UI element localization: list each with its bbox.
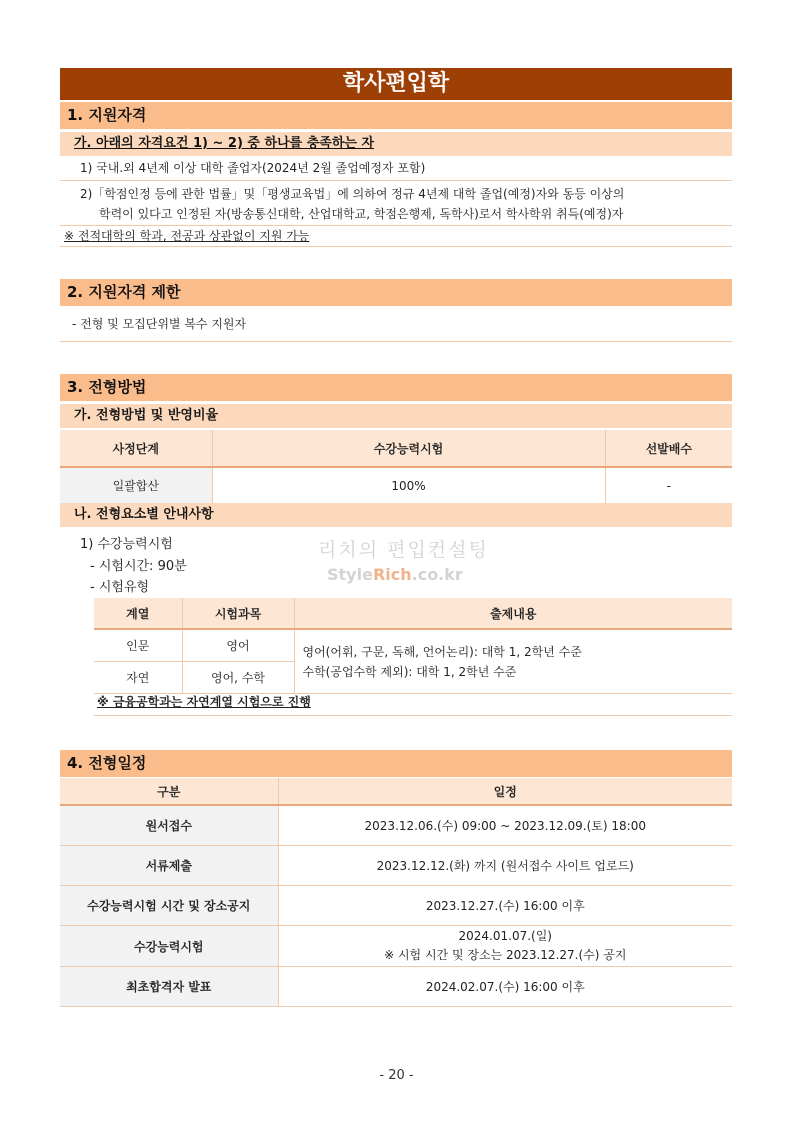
table-header: 시험과목 [182, 598, 294, 629]
section-3-subheading-a: 가. 전형방법 및 반영비율 [60, 404, 732, 428]
section-2-heading: 2. 지원자격 제한 [60, 279, 732, 306]
selection-method-table [60, 430, 732, 504]
table-row [60, 467, 732, 504]
exam-content-math: 수학(공업수학 제외): 대학 1, 2학년 수준 [302, 664, 517, 679]
divider [60, 341, 732, 342]
exam-type-table [94, 598, 732, 694]
schedule-value: 2023.12.12.(화) 까지 (원서접수 사이트 업로드) [278, 846, 732, 886]
table-header: 선발배수 [605, 430, 732, 467]
table-header: 수강능력시험 [212, 430, 605, 467]
watermark-url: StyleRich.co.kr [327, 565, 463, 584]
schedule-label: 최초합격자 발표 [60, 967, 278, 1007]
table-header: 일정 [278, 778, 732, 805]
section-4-heading: 4. 전형일정 [60, 750, 732, 777]
table-cell: 100% [212, 467, 605, 504]
watermark-text: 리치의 편입컨설팅 [318, 539, 489, 561]
table-cell: 일괄합산 [60, 467, 212, 504]
page-title: 학사편입학 [60, 68, 732, 100]
table-header: 사정단계 [60, 430, 212, 467]
table-header: 구분 [60, 778, 278, 805]
table-cell: 영어, 수학 [182, 662, 294, 694]
divider [60, 246, 732, 247]
table-cell: - [605, 467, 732, 504]
schedule-value: 2023.12.27.(수) 16:00 이후 [278, 886, 732, 926]
schedule-value: 2023.12.06.(수) 09:00 ~ 2023.12.09.(토) 18:00 [278, 805, 732, 846]
table-row [60, 926, 732, 967]
schedule-label: 원서접수 [60, 805, 278, 846]
schedule-value: 2024.02.07.(수) 16:00 이후 [278, 967, 732, 1007]
restriction-item: - 전형 및 모집단위별 복수 지원자 [72, 317, 247, 331]
table-row [60, 886, 732, 926]
schedule-label: 서류제출 [60, 846, 278, 886]
table-cell: 영어 [182, 629, 294, 662]
exam-time: - 시험시간: 90분 [90, 559, 187, 574]
divider [94, 715, 732, 716]
schedule-label: 수강능력시험 시간 및 장소공지 [60, 886, 278, 926]
exam-note: ※ 금융공학과는 자연계열 시험으로 진행 [97, 695, 311, 709]
section-3-subheading-b: 나. 전형요소별 안내사항 [60, 503, 732, 527]
exam-content-cell [294, 629, 732, 694]
table-cell: 자연 [94, 662, 182, 694]
table-row [60, 967, 732, 1007]
table-header: 계열 [94, 598, 182, 629]
divider [60, 225, 732, 226]
qualification-item-2-line1: 2)「학점인정 등에 관한 법률」및「평생교육법」에 의하여 정규 4년제 대학 졸업(예정)자와 동등 이상의 [80, 187, 625, 201]
qualification-note: ※ 전적대학의 학과, 전공과 상관없이 지원 가능 [64, 229, 310, 243]
table-cell: 인문 [94, 629, 182, 662]
schedule-table [60, 778, 732, 1007]
section-1-subheading-text: 가. 아래의 자격요건 1) ~ 2) 중 하나를 충족하는 자 [74, 136, 375, 151]
table-row [60, 846, 732, 886]
schedule-value [278, 926, 732, 967]
table-header: 출제내용 [294, 598, 732, 629]
qualification-item-1: 1) 국내.외 4년제 이상 대학 졸업자(2024년 2월 졸업예정자 포함) [80, 161, 426, 175]
section-1-subheading [60, 132, 732, 156]
exam-item-1: 1) 수강능력시험 [80, 537, 173, 552]
page-number: - 20 - [379, 1068, 414, 1083]
divider [60, 180, 732, 181]
exam-type: - 시험유형 [90, 580, 150, 595]
table-row [60, 805, 732, 846]
section-1-heading: 1. 지원자격 [60, 102, 732, 129]
schedule-value-note: ※ 시험 시간 및 장소는 2023.12.27.(수) 공지 [384, 948, 627, 962]
schedule-value-date: 2024.01.07.(일) [458, 929, 552, 943]
exam-content-english: 영어(어휘, 구문, 독해, 언어논리): 대학 1, 2학년 수준 [302, 644, 582, 659]
section-3-heading: 3. 전형방법 [60, 374, 732, 401]
table-row [94, 629, 732, 662]
schedule-label: 수강능력시험 [60, 926, 278, 967]
qualification-item-2-line2: 학력이 있다고 인정된 자(방송통신대학, 산업대학교, 학점은행제, 독학사)로서 학사학위 취득(예정)자 [99, 207, 624, 221]
